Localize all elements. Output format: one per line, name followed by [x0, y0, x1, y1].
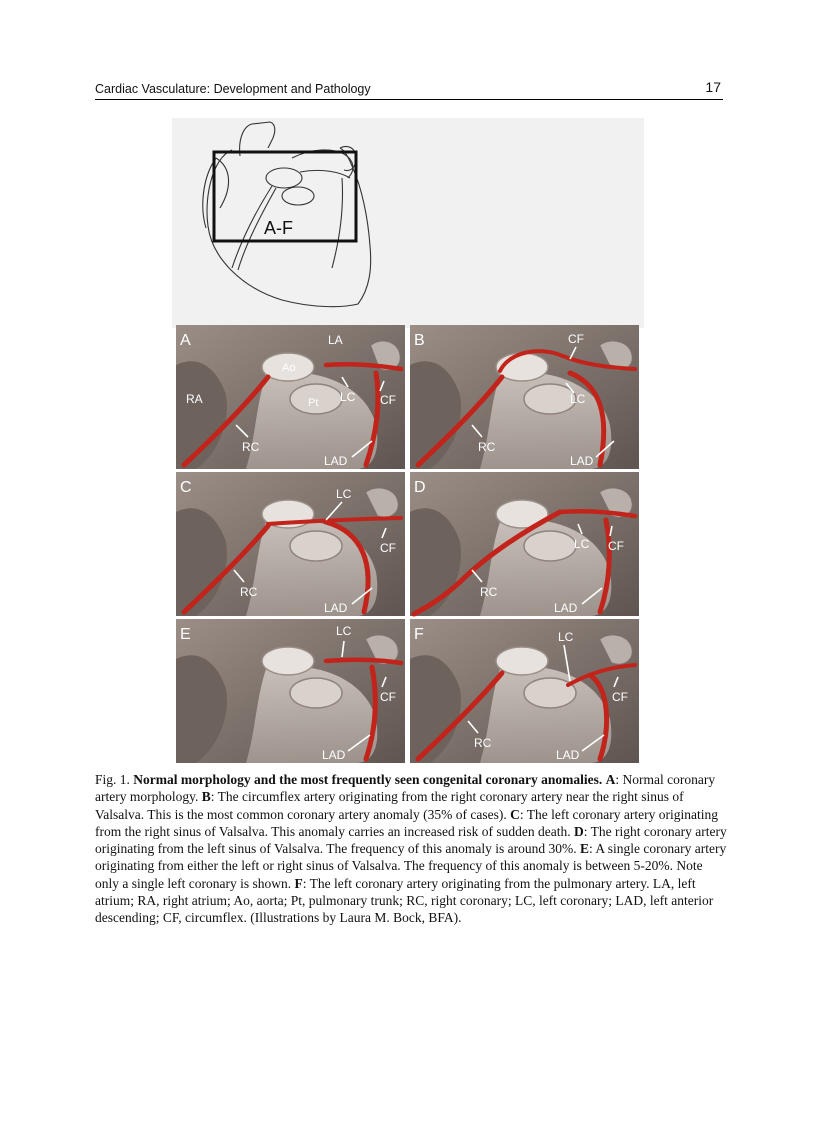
label-lad: LAD — [570, 454, 594, 468]
caption-letter-d: D — [574, 823, 584, 839]
panel-letter: A — [180, 332, 191, 349]
label-lad: LAD — [324, 454, 348, 468]
caption-text-e: : A single coronary artery originating from either the left or right sinus of Valsalva. The frequency of this anomaly is between 5-20%. Note only a single left coronary is shown. — [95, 841, 727, 891]
panel-letter: D — [414, 479, 426, 496]
label-cf: CF — [380, 541, 396, 555]
caption-letter-a: A — [605, 772, 616, 787]
label-rc: RC — [480, 585, 498, 599]
caption-fig-number: Fig. 1. — [95, 772, 130, 787]
label-la: LA — [328, 333, 343, 347]
label-ao: Ao — [282, 362, 296, 374]
pulmonary-outline — [292, 150, 353, 178]
label-lc: LC — [336, 624, 352, 638]
label-lad: LAD — [324, 601, 348, 615]
caption-letter-f: F — [294, 875, 303, 891]
label-lad: LAD — [322, 748, 346, 762]
running-title: Cardiac Vasculature: Development and Pathology — [95, 82, 371, 96]
panel-letter: E — [180, 626, 191, 643]
panel-a — [176, 325, 405, 469]
label-lc: LC — [570, 392, 586, 406]
caption-title: Normal morphology and the most frequently seen congenital coronary anomalies. — [133, 772, 603, 787]
label-rc: RC — [474, 736, 492, 750]
anomaly-panels-grid — [176, 325, 639, 763]
panel-d — [410, 472, 639, 616]
caption-letter-e: E — [580, 841, 590, 857]
running-header — [95, 79, 723, 100]
heart-overview-illustration — [172, 118, 644, 328]
label-lc: LC — [558, 630, 574, 644]
label-rc: RC — [240, 585, 258, 599]
panel-letter: B — [414, 332, 425, 349]
a-f-box-label: A-F — [264, 218, 293, 238]
caption-letter-b: B — [201, 789, 211, 805]
caption-text-f: : The left coronary artery originating from the pulmonary artery. LA, left atrium; RA, right atrium; Ao, aorta; Pt, pulmonary trunk; RC, right coronary; LC, left coronary; LAD, left anterior descending; CF, circumflex. (Illustrations by Laura M. Bock, BFA). — [95, 875, 714, 926]
label-lc: LC — [574, 537, 590, 551]
aortic-valve-outline — [266, 168, 302, 188]
panel-f — [410, 619, 639, 763]
label-rc: RC — [478, 440, 496, 454]
heart-outline-drawing — [172, 118, 644, 328]
label-pt: Pt — [308, 397, 319, 409]
label-lad: LAD — [556, 748, 580, 762]
caption-text-c: : The left coronary artery originating from the right sinus of Valsalva. This anomaly carries an increased risk of sudden death. — [95, 806, 718, 839]
anomaly-panels-svg — [176, 325, 639, 763]
panel-c — [176, 472, 405, 616]
label-lc: LC — [340, 390, 356, 404]
label-lad: LAD — [554, 601, 578, 615]
label-cf: CF — [612, 690, 628, 704]
caption-text-b: : The circumflex artery originating from the right coronary artery near the right sinus of Valsalva. This is the most common coronary artery anomaly (35% of cases). — [95, 789, 684, 822]
label-cf: CF — [608, 539, 624, 553]
label-cf: CF — [568, 332, 584, 346]
caption-letter-c: C — [510, 806, 520, 822]
label-cf: CF — [380, 393, 396, 407]
page-number: 17 — [705, 79, 721, 95]
panel-letter: F — [414, 626, 424, 643]
caption-text-d: : The right coronary artery originating from the left sinus of Valsalva. The frequency of this anomaly is around 30%. — [95, 823, 727, 857]
panel-b — [410, 325, 639, 469]
label-ra: RA — [186, 392, 203, 406]
label-cf: CF — [380, 690, 396, 704]
label-lc: LC — [336, 487, 352, 501]
figure-caption — [95, 771, 727, 927]
panel-e — [176, 619, 405, 763]
caption-text-a: : Normal coronary artery morphology. — [95, 772, 716, 805]
coronary-sketch-left — [300, 170, 350, 268]
label-rc: RC — [242, 440, 260, 454]
panel-letter: C — [180, 479, 192, 496]
pulmonary-valve-outline — [282, 187, 314, 205]
